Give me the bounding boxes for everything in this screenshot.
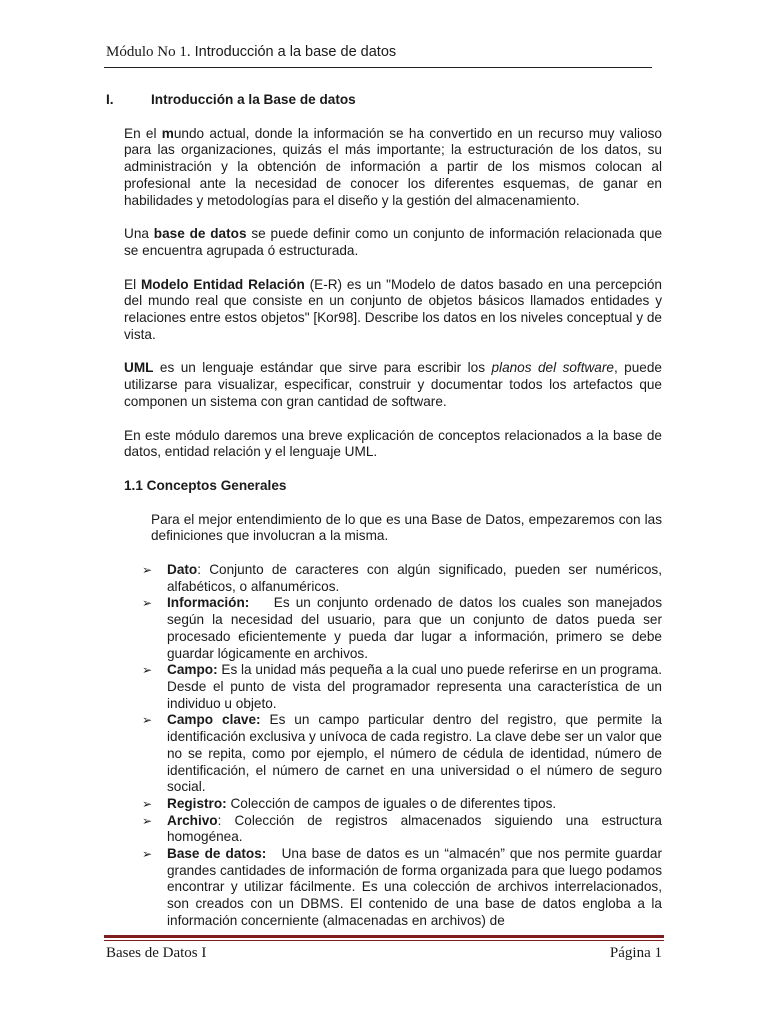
para1-text-a: En el [124, 125, 162, 141]
list-item [142, 846, 666, 930]
para2-text-a: Una [124, 226, 154, 242]
para1-bold: m [161, 125, 174, 141]
para3-text-a: El [124, 276, 141, 292]
section-heading [106, 92, 662, 109]
bullet-text: : Colección de registros almacenados siguiendo una estructura homogénea. [167, 812, 662, 845]
page-header [106, 44, 396, 61]
arrow-bullet-icon: ➢ [142, 563, 153, 578]
bullet-text: Es un campo particular dentro del registro, que permite la identificación exclusiva y unívoca de cada registro. La clave debe ser un valor que no se repita, como por ejemplo, el número de cédula de identidad, número de identificación, el número de carnet en una universidad o el número de seguro social. [167, 712, 662, 795]
bullet-term: Dato [167, 562, 198, 578]
para4-italic: planos del software [491, 360, 614, 376]
arrow-bullet-icon: ➢ [142, 713, 153, 728]
paragraph-uml [124, 360, 662, 410]
page-body [106, 92, 666, 930]
para3-text-c: (E-R) es un "Modelo de datos basado en una percepción del mundo real que consiste en un conjunto de objetos básicos llamados entidades y relaciones entre estos objetos" [Kor98]. Describe los datos en los niveles conceptual y de vista. [124, 276, 662, 342]
bullet-term: Registro: [167, 795, 227, 811]
list-item [142, 812, 662, 846]
footer-divider-thin [104, 940, 664, 941]
para1-text-c: undo actual, donde la información se ha convertido en un recurso muy valioso para las organizaciones, quizás el más importante; la estructuración de los datos, su administración y la obtención de información a partir de los mismos colocan al profesional ante la necesidad de conocer los diferentes esquemas, de ganar en habilidades y metodologías para el diseño y la gestión del almacenamiento. [124, 125, 662, 208]
para4-text-b: es un lenguaje estándar que sirve para escribir los [153, 360, 492, 376]
bullet-term: Campo: [167, 662, 218, 678]
list-item [142, 595, 666, 662]
arrow-bullet-icon: ➢ [142, 596, 153, 611]
para2-text-c: se puede definir como un conjunto de información relacionada que se encuentra agrupada ó estructurada. [124, 226, 663, 258]
bullet-text: Es la unidad más pequeña a la cual uno puede referirse en un programa. Desde el punto de vista del programador representa una característica de un individuo u objeto. [167, 662, 662, 711]
paragraph-intro [124, 126, 662, 210]
header-module: Módulo No 1. [106, 44, 191, 60]
bullet-text: Es un conjunto ordenado de datos los cuales son manejados según la necesidad del usuario, para que un conjunto de datos pueda ser procesado eficientemente y pueda dar lugar a información, primero se debe guardar lógicamente en archivos. [167, 595, 666, 661]
para3-bold: Modelo Entidad Relación [140, 276, 305, 292]
arrow-bullet-icon: ➢ [142, 796, 153, 811]
footer-page-number: Página 1 [609, 945, 662, 961]
list-item [142, 562, 662, 595]
definitions-list [142, 562, 666, 929]
footer-divider-thick [104, 935, 664, 938]
arrow-bullet-icon: ➢ [142, 663, 153, 678]
list-item [142, 795, 662, 813]
paragraph-modelo-er [124, 277, 662, 344]
bullet-term: Campo clave: [167, 712, 261, 728]
arrow-bullet-icon: ➢ [142, 847, 153, 862]
list-item [142, 662, 662, 712]
para2-bold: base de datos [153, 226, 247, 242]
bullet-text: Colección de campos de iguales o de diferentes tipos. [226, 795, 557, 811]
section-number: I. [106, 92, 114, 107]
list-item [142, 712, 662, 796]
bullet-term: Base de datos: [167, 846, 267, 862]
subsection-intro: Para el mejor entendimiento de lo que es una Base de Datos, empezaremos con las definiciones que involucran a la misma. [151, 511, 662, 544]
paragraph-base-de-datos [124, 226, 662, 259]
arrow-bullet-icon: ➢ [142, 813, 153, 828]
section-title: Introducción a la Base de datos [151, 92, 356, 107]
paragraph-modulo: En este módulo daremos una breve explicación de conceptos relacionados a la base de datos, entidad relación y el lenguaje UML. [124, 427, 662, 460]
header-title: Introducción a la base de datos [194, 44, 397, 60]
para4-bold: UML [124, 360, 154, 376]
subsection-title: 1.1 Conceptos Generales [124, 477, 287, 493]
bullet-term: Información: [167, 595, 250, 611]
bullet-text: Una base de datos es un “almacén” que nos permite guardar grandes cantidades de información de forma organizada para que luego podamos encontrar y utilizar fácilmente. Es una colección de archivos interrelacionados, son creados con un DBMS. El contenido de una base de datos engloba a la información concerniente (almacenadas en archivos) de [167, 846, 666, 928]
footer-course-title: Bases de Datos I [106, 945, 207, 961]
bullet-text: : Conjunto de caracteres con algún significado, pueden ser numéricos, alfabéticos, o alfanuméricos. [167, 562, 662, 594]
header-divider [104, 67, 652, 68]
bullet-term: Archivo [167, 812, 218, 828]
para4-text-d: , puede utilizarse para visualizar, especificar, construir y documentar todos los artefactos que componen un sistema con gran cantidad de software. [124, 360, 662, 409]
